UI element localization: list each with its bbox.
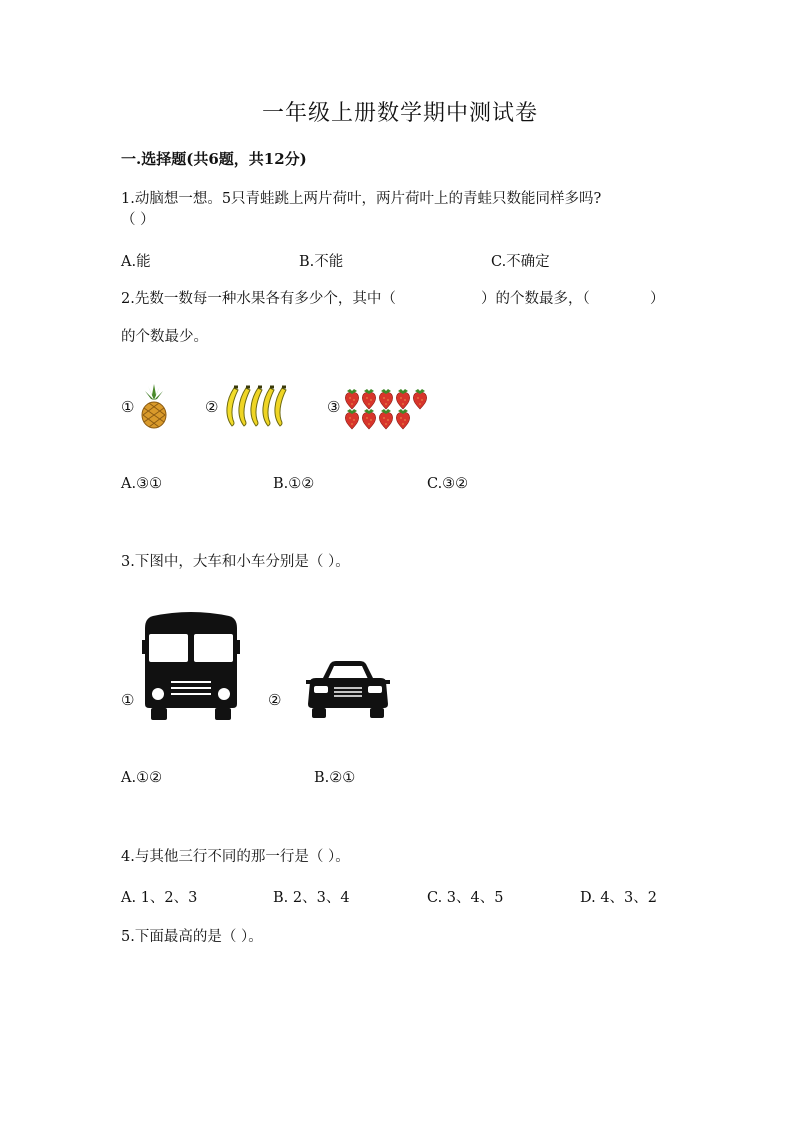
question-2-text-line2: 的个数最少。 bbox=[121, 329, 208, 345]
question-2-text-part2: ）的个数最多，（ bbox=[481, 291, 590, 307]
q4-option-a: A. 1、2、3 bbox=[121, 890, 198, 906]
q4-option-b: B. 2、3、4 bbox=[273, 890, 350, 906]
fruit-label-3: ③ bbox=[327, 398, 341, 416]
question-2-text-part1: 2.先数一数每一种水果各有多少个，其中（ bbox=[121, 291, 396, 307]
q1-option-b: B.不能 bbox=[299, 254, 344, 270]
section-heading: 一.选择题(共6题，共12分) bbox=[121, 150, 307, 168]
q3-option-a: A.①② bbox=[121, 770, 163, 786]
q1-option-a: A.能 bbox=[121, 254, 151, 270]
page-title: 一年级上册数学期中测试卷 bbox=[261, 101, 538, 126]
fruit-label-1: ① bbox=[121, 398, 135, 416]
question-2-text-part3: ） bbox=[650, 291, 665, 307]
vehicle-label-2: ② bbox=[268, 691, 282, 709]
q4-option-c: C. 3、4、5 bbox=[427, 890, 504, 906]
strawberry-icon bbox=[343, 388, 431, 430]
car-icon bbox=[306, 660, 390, 720]
pineapple-icon bbox=[138, 384, 170, 428]
q3-option-b: B.②① bbox=[314, 770, 356, 786]
question-5-text: 5.下面最高的是（ ）。 bbox=[121, 929, 263, 945]
question-4-text: 4.与其他三行不同的那一行是（ ）。 bbox=[121, 849, 350, 865]
question-1-text: 1.动脑想一想。5只青蛙跳上两片荷叶，两片荷叶上的青蛙只数能同样多吗? bbox=[121, 191, 602, 207]
bus-icon bbox=[141, 612, 241, 720]
banana-icon bbox=[222, 386, 294, 428]
question-3-text: 3.下图中，大车和小车分别是（ ）。 bbox=[121, 554, 350, 570]
vehicle-label-1: ① bbox=[121, 691, 135, 709]
q2-option-a: A.③① bbox=[121, 476, 163, 492]
q1-option-c: C.不确定 bbox=[491, 254, 550, 270]
question-1-answer-blank: （ ） bbox=[121, 212, 155, 228]
q2-option-c: C.③② bbox=[427, 476, 469, 492]
q4-option-d: D. 4、3、2 bbox=[580, 890, 658, 906]
fruit-label-2: ② bbox=[205, 398, 219, 416]
q2-option-b: B.①② bbox=[273, 476, 315, 492]
